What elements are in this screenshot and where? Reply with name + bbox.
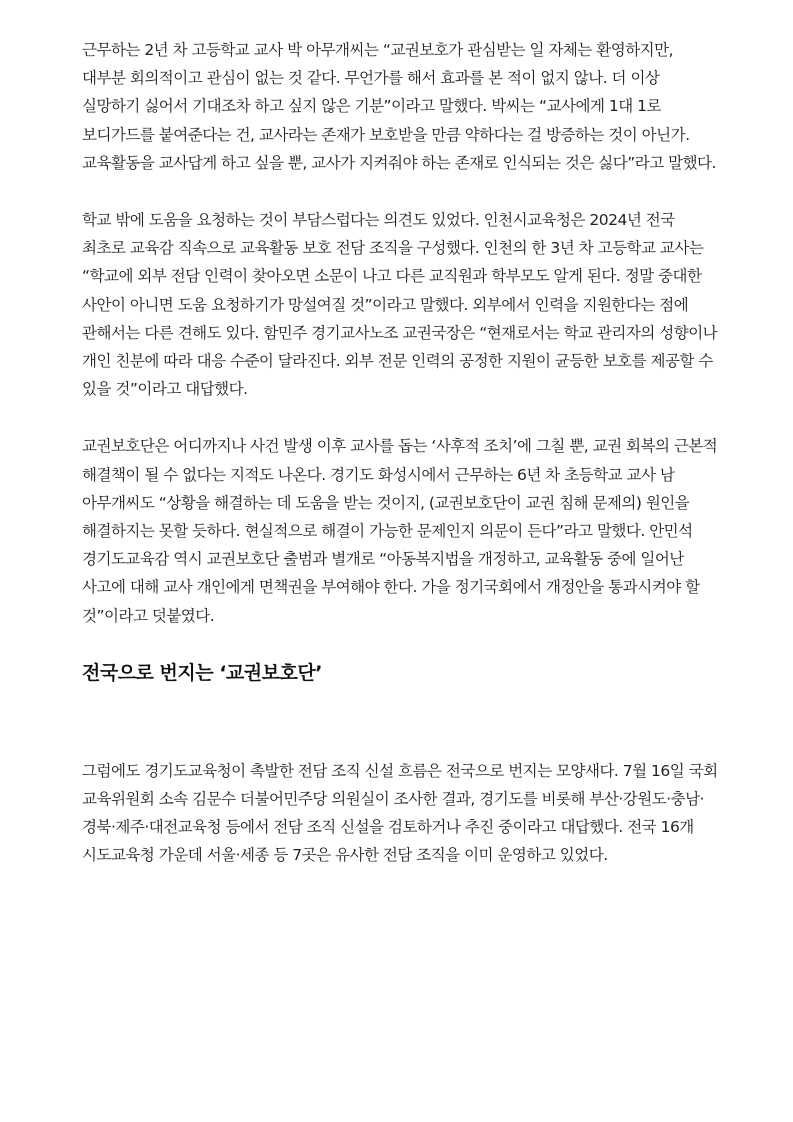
section-heading: 전국으로 번지는 ‘교권보호단’ bbox=[82, 661, 322, 684]
paragraph-nationwide-spread: 그럼에도 경기도교육청이 촉발한 전담 조직 신설 흐름은 전국으로 번지는 모양새다. 7월 16일 국회 교육위원회 소속 김문수 더불어민주당 의원실이 조사한 결과, 경기도를 비롯해 부산·강원도·충남·경북·제주·대전교육청 등에서 전담 조직 신설을 검토하거나 추진 중이라고 대답했다. 전국 16개 시도교육청 가운데 서울·세종 등 7곳은 유사한 전담 조직을 이미 운영하고 있었다. bbox=[82, 761, 718, 865]
paragraph-teacher-park-quote: 근무하는 2년 차 고등학교 교사 박 아무개씨는 “교권보호가 관심받는 일 자체는 환영하지만, 대부분 회의적이고 관심이 없는 것 같다. 무언가를 해서 효과를 본 적이 없지 않나. 더 이상 실망하기 싫어서 기대조차 하고 싶지 않은 기분”이라고 말했다. 박씨는 “교사에게 1대 1로 보디가드를 붙여준다는 건, 교사라는 존재가 보호받을 만큼 약하다는 걸 방증하는 것이 아닌가. 교육활동을 교사답게 하고 싶을 뿐, 교사가 지켜줘야 하는 존재로 인식되는 것은 싫다”라고 말했다. bbox=[82, 41, 716, 172]
paragraph-outside-help-burden: 학교 밖에 도움을 요청하는 것이 부담스럽다는 의견도 있었다. 인천시교육청은 2024년 전국 최초로 교육감 직속으로 교육활동 보호 전담 조직을 구성했다. 인천의 한 3년 차 고등학교 교사는 “학교에 외부 전담 인력이 찾아오면 소문이 나고 다른 교직원과 학부모도 알게 된다. 정말 중대한 사안이 아니면 도움 요청하기가 망설여질 것”이라고 말했다. 외부에서 인력을 지원한다는 점에 관해서는 다른 견해도 있다. 함민주 경기교사노조 교권국장은 “현재로서는 학교 관리자의 성향이나 개인 친분에 따라 대응 수준이 달라진다. 외부 전문 인력의 공정한 지원이 균등한 보호를 제공할 수 있을 것”이라고 대답했다. bbox=[82, 211, 718, 399]
article-body bbox=[82, 36, 718, 870]
paragraph-post-hoc-measures: 교권보호단은 어디까지나 사건 발생 이후 교사를 돕는 ‘사후적 조치’에 그칠 뿐, 교권 회복의 근본적 해결책이 될 수 없다는 지적도 나온다. 경기도 화성시에서 근무하는 6년 차 초등학교 교사 남 아무개씨도 “상황을 해결하는 데 도움을 받는 것이지, (교권보호단이 교권 침해 문제의) 원인을 해결하지는 못할 듯하다. 현실적으로 해결이 가능한 문제인지 의문이 든다”라고 말했다. 안민석 경기도교육감 역시 교권보호단 출범과 별개로 “아동복지법을 개정하고, 교육활동 중에 일어난 사고에 대해 교사 개인에게 면책권을 부여해야 한다. 가을 정기국회에서 개정안을 통과시켜야 할 것”이라고 덧붙였다. bbox=[82, 437, 718, 625]
